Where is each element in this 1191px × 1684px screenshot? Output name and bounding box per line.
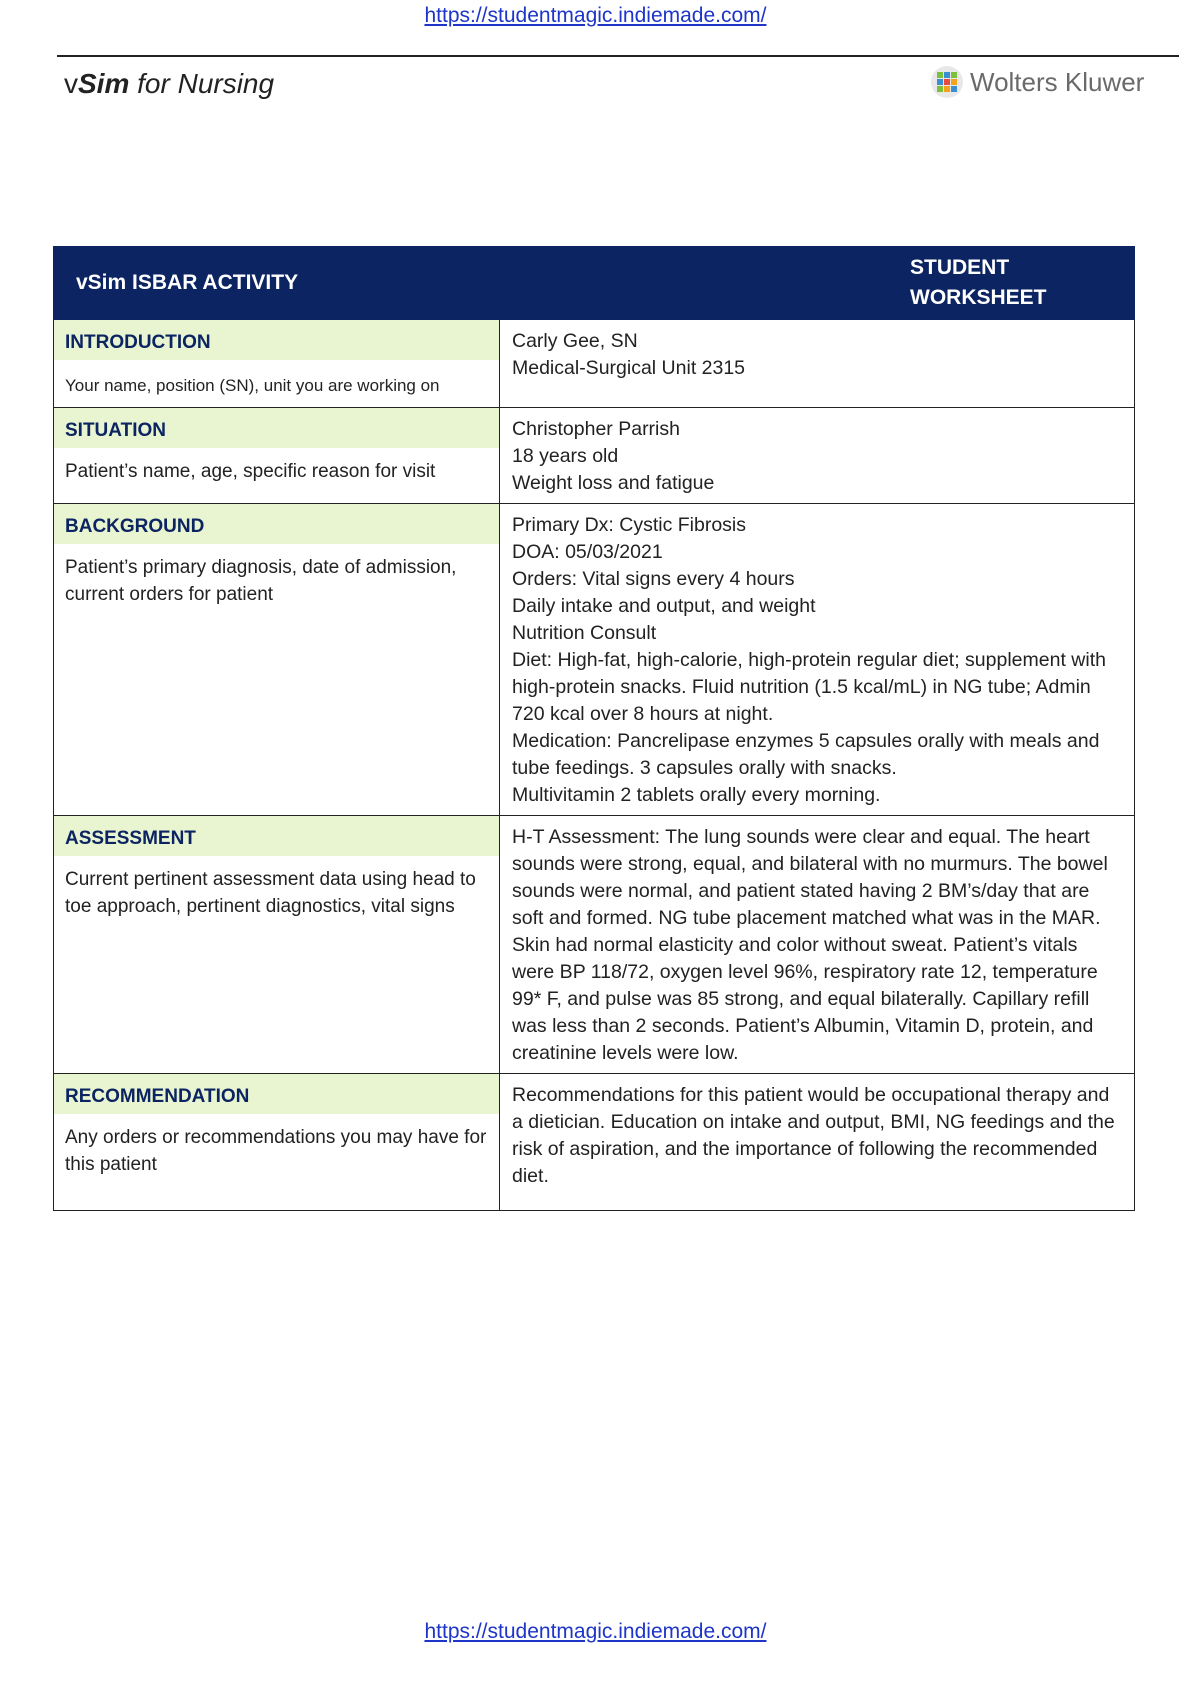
table-row-background [54, 504, 1135, 816]
worksheet-subtitle-line1: STUDENT [910, 256, 1010, 279]
section-description: Current pertinent assessment data using head to toe approach, pertinent diagnostics, vital signs [65, 869, 476, 917]
bottom-url-link[interactable]: https://studentmagic.indiemade.com/ [424, 1620, 767, 1643]
section-label: INTRODUCTION [54, 320, 499, 360]
worksheet-subtitle-line2: WORKSHEET [910, 286, 1047, 309]
content-line: H-T Assessment: The lung sounds were clear and equal. The heart sounds were strong, equal, and bilateral with no murmurs. The bowel sounds were normal, and patient stated having 2 BM’s/day that are soft and formed. NG tube placement matched what was in the MAR. Skin had normal elasticity and color without sweat. Patient’s vitals were BP 118/72, oxygen level 96%, respiratory rate 12, temperature 99* F, and pulse was 85 strong, and equal bilaterally. Capillary refill was less than 2 seconds. Patient’s Albumin, Vitamin D, protein, and creatinine levels were low. [512, 826, 1108, 1064]
content-line: Medical-Surgical Unit 2315 [512, 357, 746, 379]
content-line: Recommendations for this patient would be occupational therapy and a dietician. Education on intake and output, BMI, NG feedings and the risk of aspiration, and the importance of following the recommended diet. [512, 1084, 1115, 1187]
table-header-row [54, 247, 1135, 320]
table-row-introduction [54, 320, 1135, 408]
content-cell [500, 816, 1135, 1074]
content-cell [500, 504, 1135, 816]
content-line: Weight loss and fatigue [512, 472, 715, 494]
label-cell [54, 504, 500, 816]
isbar-worksheet-table [53, 246, 1135, 1211]
section-description: Any orders or recommendations you may have for this patient [65, 1127, 487, 1175]
content-line: Nutrition Consult [512, 622, 657, 644]
label-cell [54, 408, 500, 504]
label-cell [54, 320, 500, 408]
content-line: 18 years old [512, 445, 619, 467]
content-cell [500, 408, 1135, 504]
table-row-recommendation [54, 1074, 1135, 1211]
worksheet-title: vSim ISBAR ACTIVITY [54, 247, 500, 320]
content-line: Multivitamin 2 tablets orally every morning. [512, 784, 881, 806]
section-label: SITUATION [54, 408, 499, 448]
content-line: Daily intake and output, and weight [512, 595, 816, 617]
label-cell [54, 1074, 500, 1211]
wolters-kluwer-text: Wolters Kluwer [970, 66, 1145, 97]
content-cell [500, 320, 1135, 408]
label-cell [54, 816, 500, 1074]
section-label: RECOMMENDATION [54, 1074, 499, 1114]
vsim-logo [64, 68, 274, 100]
header-rule [57, 55, 1179, 57]
brand-v: v [64, 68, 78, 99]
content-line: DOA: 05/03/2021 [512, 541, 663, 563]
section-label: BACKGROUND [54, 504, 499, 544]
brand-sim: Sim [78, 68, 130, 99]
section-label: ASSESSMENT [54, 816, 499, 856]
wolters-kluwer-logo [930, 64, 1144, 100]
content-line: Orders: Vital signs every 4 hours [512, 568, 795, 590]
table-row-assessment [54, 816, 1135, 1074]
wolters-kluwer-icon [930, 65, 964, 99]
content-line: Diet: High-fat, high-calorie, high-protein regular diet; supplement with high-protein snacks. Fluid nutrition (1.5 kcal/mL) in NG tube; Admin 720 kcal over 8 hours at night. [512, 649, 1106, 725]
content-cell [500, 1074, 1135, 1211]
top-url-link[interactable]: https://studentmagic.indiemade.com/ [424, 4, 767, 27]
worksheet-subtitle-cell [500, 247, 1135, 320]
content-line: Christopher Parrish [512, 418, 680, 440]
content-line: Carly Gee, SN [512, 330, 638, 352]
brand-rest: for Nursing [129, 68, 275, 99]
section-description: Your name, position (SN), unit you are working on [65, 376, 440, 395]
content-line: Primary Dx: Cystic Fibrosis [512, 514, 747, 536]
content-line: Medication: Pancrelipase enzymes 5 capsules orally with meals and tube feedings. 3 capsules orally with snacks. [512, 730, 1100, 779]
table-row-situation [54, 408, 1135, 504]
section-description: Patient’s name, age, specific reason for visit [65, 461, 436, 482]
section-description: Patient’s primary diagnosis, date of admission, current orders for patient [65, 557, 457, 605]
